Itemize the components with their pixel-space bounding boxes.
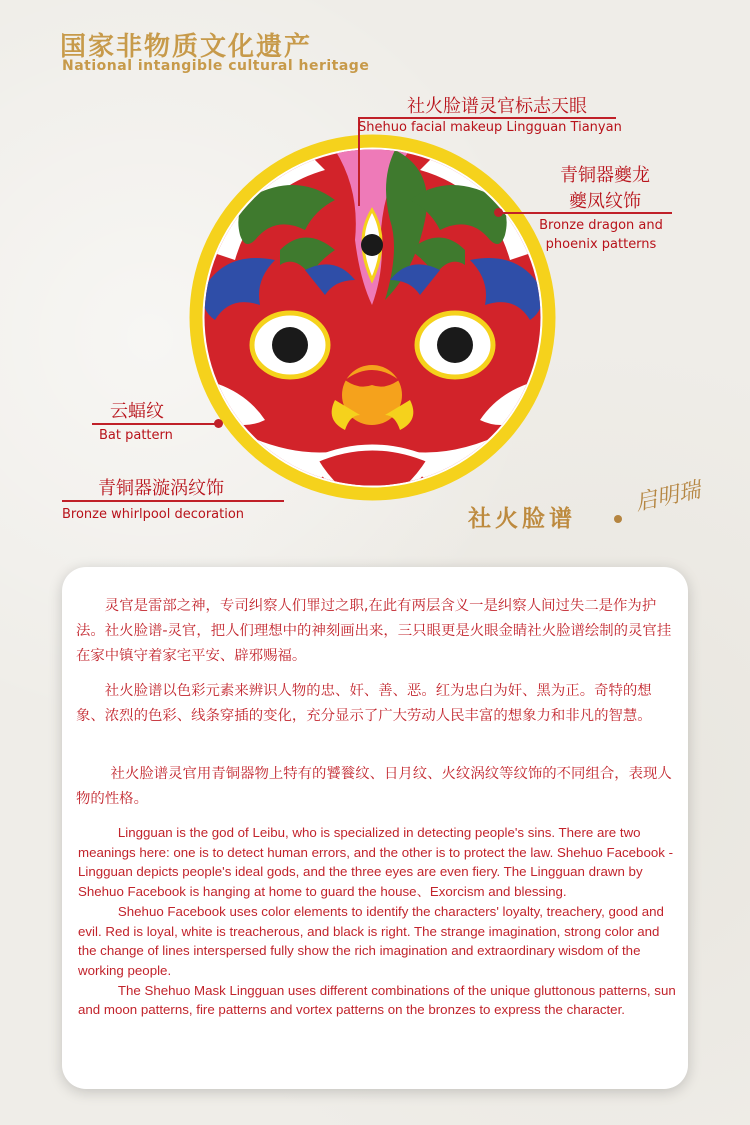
bat-label-en: Bat pattern: [99, 428, 173, 443]
whirlpool-callout-line: [62, 500, 284, 502]
kuilong-label-zh1: 青铜器夔龙: [560, 165, 650, 186]
kuilong-label-en1: Bronze dragon and: [539, 218, 663, 233]
calligraphy-char-1: 启明瑞: [633, 477, 702, 517]
tianyan-label-en: Shehuo facial makeup Lingguan Tianyan: [358, 120, 622, 135]
kuilong-label: [530, 161, 680, 213]
bat-label: [110, 397, 164, 423]
whirlpool-label-zh: 青铜器漩涡纹饰: [98, 478, 224, 499]
zh-paragraph-3: 社火脸谱灵官用青铜器物上特有的饕餮纹、日月纹、火纹涡纹等纹饰的不同组合，表现人物的性格。: [76, 766, 672, 807]
heritage-subtitle: National intangible cultural heritage: [62, 58, 370, 74]
whirlpool-label-en: Bronze whirlpool decoration: [62, 507, 245, 522]
kuilong-label-zh2: 夔凤纹饰: [569, 191, 641, 212]
kuilong-callout-dot: [494, 208, 503, 217]
kuilong-label-en: [526, 216, 676, 254]
whirlpool-label-en-wrap: [62, 507, 244, 522]
bat-label-zh: 云蝠纹: [110, 401, 164, 422]
bat-label-en-wrap: [99, 428, 173, 443]
english-description: [78, 823, 678, 1020]
tianyan-label-en-wrap: [358, 120, 622, 135]
heritage-title: 国家非物质文化遗产: [60, 32, 313, 62]
zh-paragraph-1: 灵官是雷部之神，专司纠察人们罪过之职,在此有两层含义一是纠察人间过失二是作为护法。社火脸谱-灵官，把人们理想中的神刻画出来，三只眼更是火眼金睛社火脸谱绘制的灵官挂在家中镇守着家宅平安、辟邪赐福。: [76, 598, 672, 664]
signature-text: 社火脸谱: [468, 505, 576, 532]
en-paragraph-3: The Shehuo Mask Lingguan uses different combinations of the unique gluttonous patterns, sun and moon patterns, fire patterns and vortex patterns on the bronzes to express the character.: [78, 982, 676, 1018]
en-paragraph-2: Shehuo Facebook uses color elements to identify the characters' loyalty, treachery, good and evil. Red is loyal, white is treacherous, and black is right. The strange imagination, strong color and the change of lines interspersed fully show the rich imagination and extraordinary wisdom of the working people.: [78, 903, 664, 978]
signature-dot: [614, 515, 622, 523]
lingguan-mask-emblem: [185, 130, 560, 505]
bat-callout-dot: [214, 419, 223, 428]
en-paragraph-1: Lingguan is the god of Leibu, who is specialized in detecting people's sins. There are two meanings here: one is to detect human errors, and the other is to protect the law. Shehuo Facebook - Lingguan depicts people's ideal gods, and the three eyes are even fiery. The Lingguan drawn by Shehuo Facebook is hanging at home to guard the house、Exorcism and blessing.: [78, 825, 674, 900]
calligraphy-signature: [632, 472, 702, 556]
kuilong-label-en2: phoenix patterns: [545, 237, 657, 252]
bat-callout-line: [92, 423, 218, 425]
tianyan-label: [372, 92, 622, 118]
tianyan-label-zh: 社火脸谱灵官标志天眼: [407, 96, 587, 117]
zh-paragraph-2: 社火脸谱以色彩元素来辨识人物的忠、奸、善、恶。红为忠白为奸、黑为正。奇特的想象、浓烈的色彩、线条穿插的变化，充分显示了广大劳动人民丰富的想象力和非凡的智慧。: [76, 683, 652, 724]
whirlpool-label: [98, 474, 224, 500]
